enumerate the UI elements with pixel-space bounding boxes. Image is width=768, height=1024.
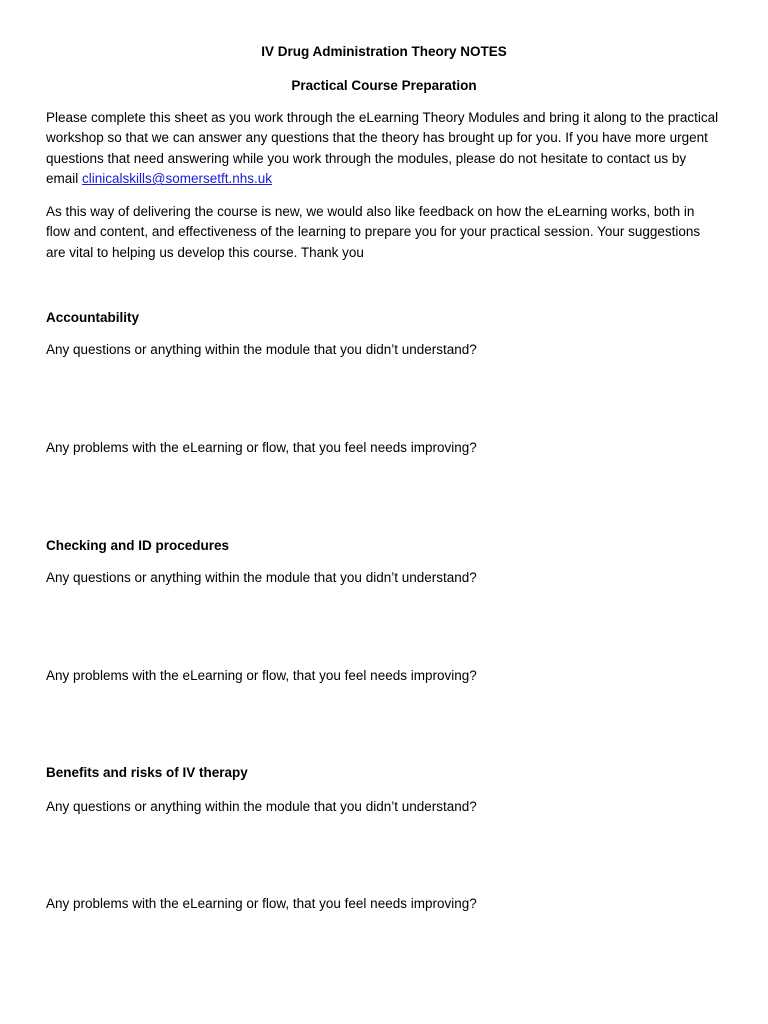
document-title: IV Drug Administration Theory NOTES bbox=[261, 44, 507, 59]
feedback-paragraph: As this way of delivering the course is new, we would also like feedback on how the eLearning works, both in flow and content, and effectiveness of the learning to prepare you for your practical session. Your suggestions are vital to helping us develop this course. Thank you bbox=[46, 204, 701, 260]
question-understanding: Any questions or anything within the module that you didn’t understand? bbox=[46, 570, 477, 585]
question-elearning-problems: Any problems with the eLearning or flow, that you feel needs improving? bbox=[46, 440, 477, 455]
contact-email-link[interactable]: clinicalskills@somersetft.nhs.uk bbox=[82, 171, 273, 187]
section-heading-benefits-risks: Benefits and risks of IV therapy bbox=[46, 765, 248, 780]
section-heading-accountability: Accountability bbox=[46, 310, 140, 325]
question-elearning-problems: Any problems with the eLearning or flow, that you feel needs improving? bbox=[46, 896, 477, 911]
intro-text: Please complete this sheet as you work through the eLearning Theory Modules and bring it along to the practical workshop so that we can answer any questions that the theory has brought up for you. If you have more urgent questions that need answering while you work through the modules, please do not hesitate to contact us by email bbox=[46, 110, 719, 187]
section-heading-checking-id: Checking and ID procedures bbox=[46, 538, 230, 553]
question-elearning-problems: Any problems with the eLearning or flow, that you feel needs improving? bbox=[46, 668, 477, 683]
intro-paragraph bbox=[46, 108, 722, 190]
question-understanding: Any questions or anything within the module that you didn’t understand? bbox=[46, 799, 477, 814]
question-understanding: Any questions or anything within the module that you didn’t understand? bbox=[46, 342, 477, 357]
document-subtitle: Practical Course Preparation bbox=[291, 78, 477, 93]
